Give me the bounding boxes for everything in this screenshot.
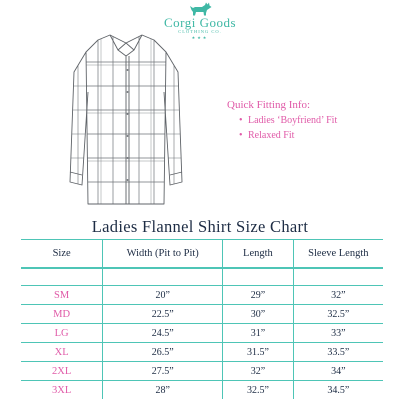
cell-width: 28” (103, 381, 223, 400)
cell-length: 30” (223, 305, 294, 324)
cell-width: 22.5” (103, 305, 223, 324)
cell-sleeve: 32.5” (293, 305, 383, 324)
fitting-title: Quick Fitting Info: (227, 99, 311, 111)
table-row (21, 343, 383, 362)
cell-length: 31” (223, 324, 294, 343)
header-width: Width (Pit to Pit) (103, 240, 223, 269)
cell-size: 2XL (21, 362, 103, 381)
header-length: Length (223, 240, 294, 269)
table-spacer-row (21, 268, 383, 286)
table-header-row (21, 240, 383, 269)
fitting-list (227, 113, 387, 143)
cell-length: 32.5” (223, 381, 294, 400)
cell-size: MD (21, 305, 103, 324)
cell-sleeve: 32” (293, 286, 383, 305)
flannel-shirt-icon (68, 32, 184, 208)
cell-width: 20” (103, 286, 223, 305)
cell-sleeve: 33” (293, 324, 383, 343)
size-table (21, 239, 383, 399)
table-row (21, 381, 383, 400)
cell-width: 27.5” (103, 362, 223, 381)
cell-size: 3XL (21, 381, 103, 400)
table-row (21, 324, 383, 343)
fitting-item: • Ladies ‘Boyfriend’ Fit (239, 113, 387, 128)
cell-length: 29” (223, 286, 294, 305)
cell-length: 31.5” (223, 343, 294, 362)
table-row (21, 362, 383, 381)
size-chart-title: Ladies Flannel Shirt Size Chart (91, 217, 309, 236)
header-size: Size (21, 240, 103, 269)
corgi-dog-icon (187, 2, 213, 16)
fitting-item: • Relaxed Fit (239, 128, 387, 143)
cell-size: XL (21, 343, 103, 362)
cell-size: SM (21, 286, 103, 305)
cell-length: 32” (223, 362, 294, 381)
table-row (21, 286, 383, 305)
cell-sleeve: 34” (293, 362, 383, 381)
header-sleeve-length: Sleeve Length (293, 240, 383, 269)
cell-sleeve: 34.5” (293, 381, 383, 400)
cell-width: 26.5” (103, 343, 223, 362)
cell-size: LG (21, 324, 103, 343)
cell-width: 24.5” (103, 324, 223, 343)
brand-name: Corgi Goods (163, 15, 237, 30)
table-row (21, 305, 383, 324)
quick-fitting-info (227, 98, 387, 143)
brand-tagline: CLOTHING CO. (178, 29, 222, 34)
brand-dots: ★★★ (191, 35, 209, 40)
cell-sleeve: 33.5” (293, 343, 383, 362)
